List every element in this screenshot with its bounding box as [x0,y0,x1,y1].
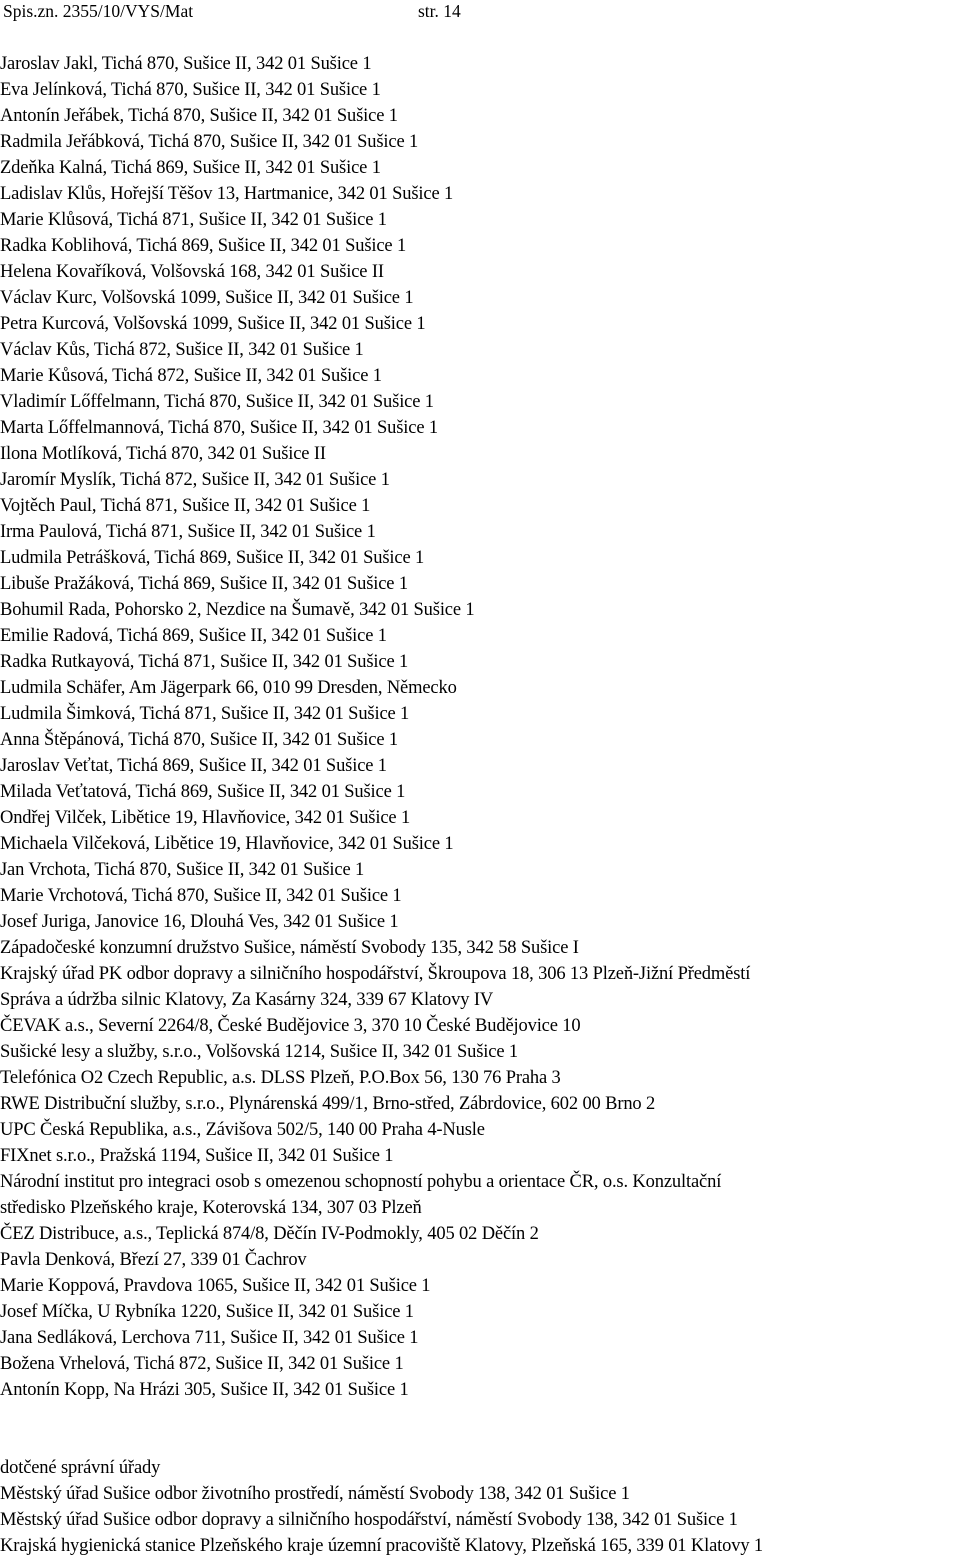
office-items [0,1481,960,1559]
participant-entry: Josef Míčka, U Rybníka 1220, Sušice II, 342 01 Sušice 1 [0,1302,414,1322]
participant-entry: Vojtěch Paul, Tichá 871, Sušice II, 342 01 Sušice 1 [0,496,371,516]
participant-entry: Telefónica O2 Czech Republic, a.s. DLSS Plzeň, P.O.Box 56, 130 76 Praha 3 [0,1068,561,1088]
participant-entry: Marie Klůsová, Tichá 871, Sušice II, 342 01 Sušice 1 [0,210,387,230]
participant-entry: Jana Sedláková, Lerchova 711, Sušice II, 342 01 Sušice 1 [0,1328,419,1348]
participant-entry: Pavla Denková, Březí 27, 339 01 Čachrov [0,1250,307,1270]
participant-entry: Marta Lőffelmannová, Tichá 870, Sušice II, 342 01 Sušice 1 [0,418,438,438]
participant-entry: Radmila Jeřábková, Tichá 870, Sušice II, 342 01 Sušice 1 [0,132,419,152]
participant-entry: Ludmila Petrášková, Tichá 869, Sušice II, 342 01 Sušice 1 [0,548,425,568]
participant-entry: Marie Koppová, Pravdova 1065, Sušice II, 342 01 Sušice 1 [0,1276,431,1296]
participant-entry: Anna Štěpánová, Tichá 870, Sušice II, 342 01 Sušice 1 [0,730,398,750]
offices-heading: dotčené správní úřady [0,1458,161,1478]
participant-entry: Vladimír Lőffelmann, Tichá 870, Sušice II, 342 01 Sušice 1 [0,392,434,412]
office-entry: Městský úřad Sušice odbor životního prostředí, náměstí Svobody 138, 342 01 Sušice 1 [0,1484,630,1504]
participant-entry: Marie Vrchotová, Tichá 870, Sušice II, 342 01 Sušice 1 [0,886,402,906]
participant-entry: Irma Paulová, Tichá 871, Sušice II, 342 01 Sušice 1 [0,522,376,542]
participant-entry: Bohumil Rada, Pohorsko 2, Nezdice na Šumavě, 342 01 Sušice 1 [0,600,475,620]
participant-entry: Národní institut pro integraci osob s omezenou schopností pohybu a orientace ČR, o.s. Konzultační [0,1172,722,1192]
participant-entry: Eva Jelínková, Tichá 870, Sušice II, 342 01 Sušice 1 [0,80,381,100]
participant-entry: Správa a údržba silnic Klatovy, Za Kasárny 324, 339 67 Klatovy IV [0,990,494,1010]
participant-entry: Antonín Kopp, Na Hrázi 305, Sušice II, 342 01 Sušice 1 [0,1380,409,1400]
participant-entry: Ondřej Vilček, Libětice 19, Hlavňovice, 342 01 Sušice 1 [0,808,411,828]
participant-entry: Radka Rutkayová, Tichá 871, Sušice II, 342 01 Sušice 1 [0,652,409,672]
office-entry: Městský úřad Sušice odbor dopravy a silničního hospodářství, náměstí Svobody 138, 342 01 Sušice 1 [0,1510,738,1530]
participant-entry: ČEZ Distribuce, a.s., Teplická 874/8, Děčín IV-Podmokly, 405 02 Děčín 2 [0,1224,539,1244]
participant-entry: Václav Kurc, Volšovská 1099, Sušice II, 342 01 Sušice 1 [0,288,414,308]
page-header [3,0,953,22]
page-number: str. 14 [418,1,461,21]
participant-entry: Ludmila Šimková, Tichá 871, Sušice II, 342 01 Sušice 1 [0,704,410,724]
participant-entry: Západočeské konzumní družstvo Sušice, náměstí Svobody 135, 342 58 Sušice I [0,938,579,958]
participant-entry: Antonín Jeřábek, Tichá 870, Sušice II, 342 01 Sušice 1 [0,106,398,126]
reference-number: Spis.zn. 2355/10/VYS/Mat [3,1,194,21]
participant-entry: Krajský úřad PK odbor dopravy a silničního hospodářství, Škroupova 18, 306 13 Plzeň-Jižní Předměstí [0,964,751,984]
participant-entry: UPC Česká Republika, a.s., Závišova 502/5, 140 00 Praha 4-Nusle [0,1120,485,1140]
participant-entry: Václav Kůs, Tichá 872, Sušice II, 342 01 Sušice 1 [0,340,364,360]
participant-entry: Petra Kurcová, Volšovská 1099, Sušice II, 342 01 Sušice 1 [0,314,426,334]
participant-entry: Marie Kůsová, Tichá 872, Sušice II, 342 01 Sušice 1 [0,366,382,386]
participant-entry: středisko Plzeňského kraje, Koterovská 134, 307 03 Plzeň [0,1198,422,1218]
participant-entry: Sušické lesy a služby, s.r.o., Volšovská 1214, Sušice II, 342 01 Sušice 1 [0,1042,518,1062]
participant-entry: Josef Juriga, Janovice 16, Dlouhá Ves, 342 01 Sušice 1 [0,912,399,932]
participant-entry: Jaroslav Veťtat, Tichá 869, Sušice II, 342 01 Sušice 1 [0,756,387,776]
office-entry: Krajská hygienická stanice Plzeňského kraje územní pracoviště Klatovy, Plzeňská 165, 339 01 Klatovy 1 [0,1536,764,1556]
participant-entry: Ilona Motlíková, Tichá 870, 342 01 Sušice II [0,444,326,464]
participant-entry: Ladislav Klůs, Hořejší Těšov 13, Hartmanice, 342 01 Sušice 1 [0,184,454,204]
participant-entry: Zdeňka Kalná, Tichá 869, Sušice II, 342 01 Sušice 1 [0,158,381,178]
participant-entry: Libuše Pražáková, Tichá 869, Sušice II, 342 01 Sušice 1 [0,574,408,594]
participant-entry: Jaromír Myslík, Tichá 872, Sušice II, 342 01 Sušice 1 [0,470,390,490]
participant-entry: Radka Koblihová, Tichá 869, Sušice II, 342 01 Sušice 1 [0,236,407,256]
participant-entry: Michaela Vilčeková, Libětice 19, Hlavňovice, 342 01 Sušice 1 [0,834,454,854]
participant-entry: FIXnet s.r.o., Pražská 1194, Sušice II, 342 01 Sušice 1 [0,1146,394,1166]
participant-entry: Ludmila Schäfer, Am Jägerpark 66, 010 99 Dresden, Německo [0,678,457,698]
participant-entry: Jaroslav Jakl, Tichá 870, Sušice II, 342 01 Sušice 1 [0,54,372,74]
participant-entry: Božena Vrhelová, Tichá 872, Sušice II, 342 01 Sušice 1 [0,1354,404,1374]
participant-entry: RWE Distribuční služby, s.r.o., Plynárenská 499/1, Brno-střed, Zábrdovice, 602 00 Brno 2 [0,1094,656,1114]
participant-entry: Milada Veťtatová, Tichá 869, Sušice II, 342 01 Sušice 1 [0,782,406,802]
affected-offices-section [0,1455,960,1559]
participant-entry: ČEVAK a.s., Severní 2264/8, České Budějovice 3, 370 10 České Budějovice 10 [0,1016,581,1036]
participant-list [0,51,960,1403]
participant-entry: Helena Kovaříková, Volšovská 168, 342 01 Sušice II [0,262,384,282]
participant-entry: Emilie Radová, Tichá 869, Sušice II, 342 01 Sušice 1 [0,626,387,646]
participant-entry: Jan Vrchota, Tichá 870, Sušice II, 342 01 Sušice 1 [0,860,365,880]
